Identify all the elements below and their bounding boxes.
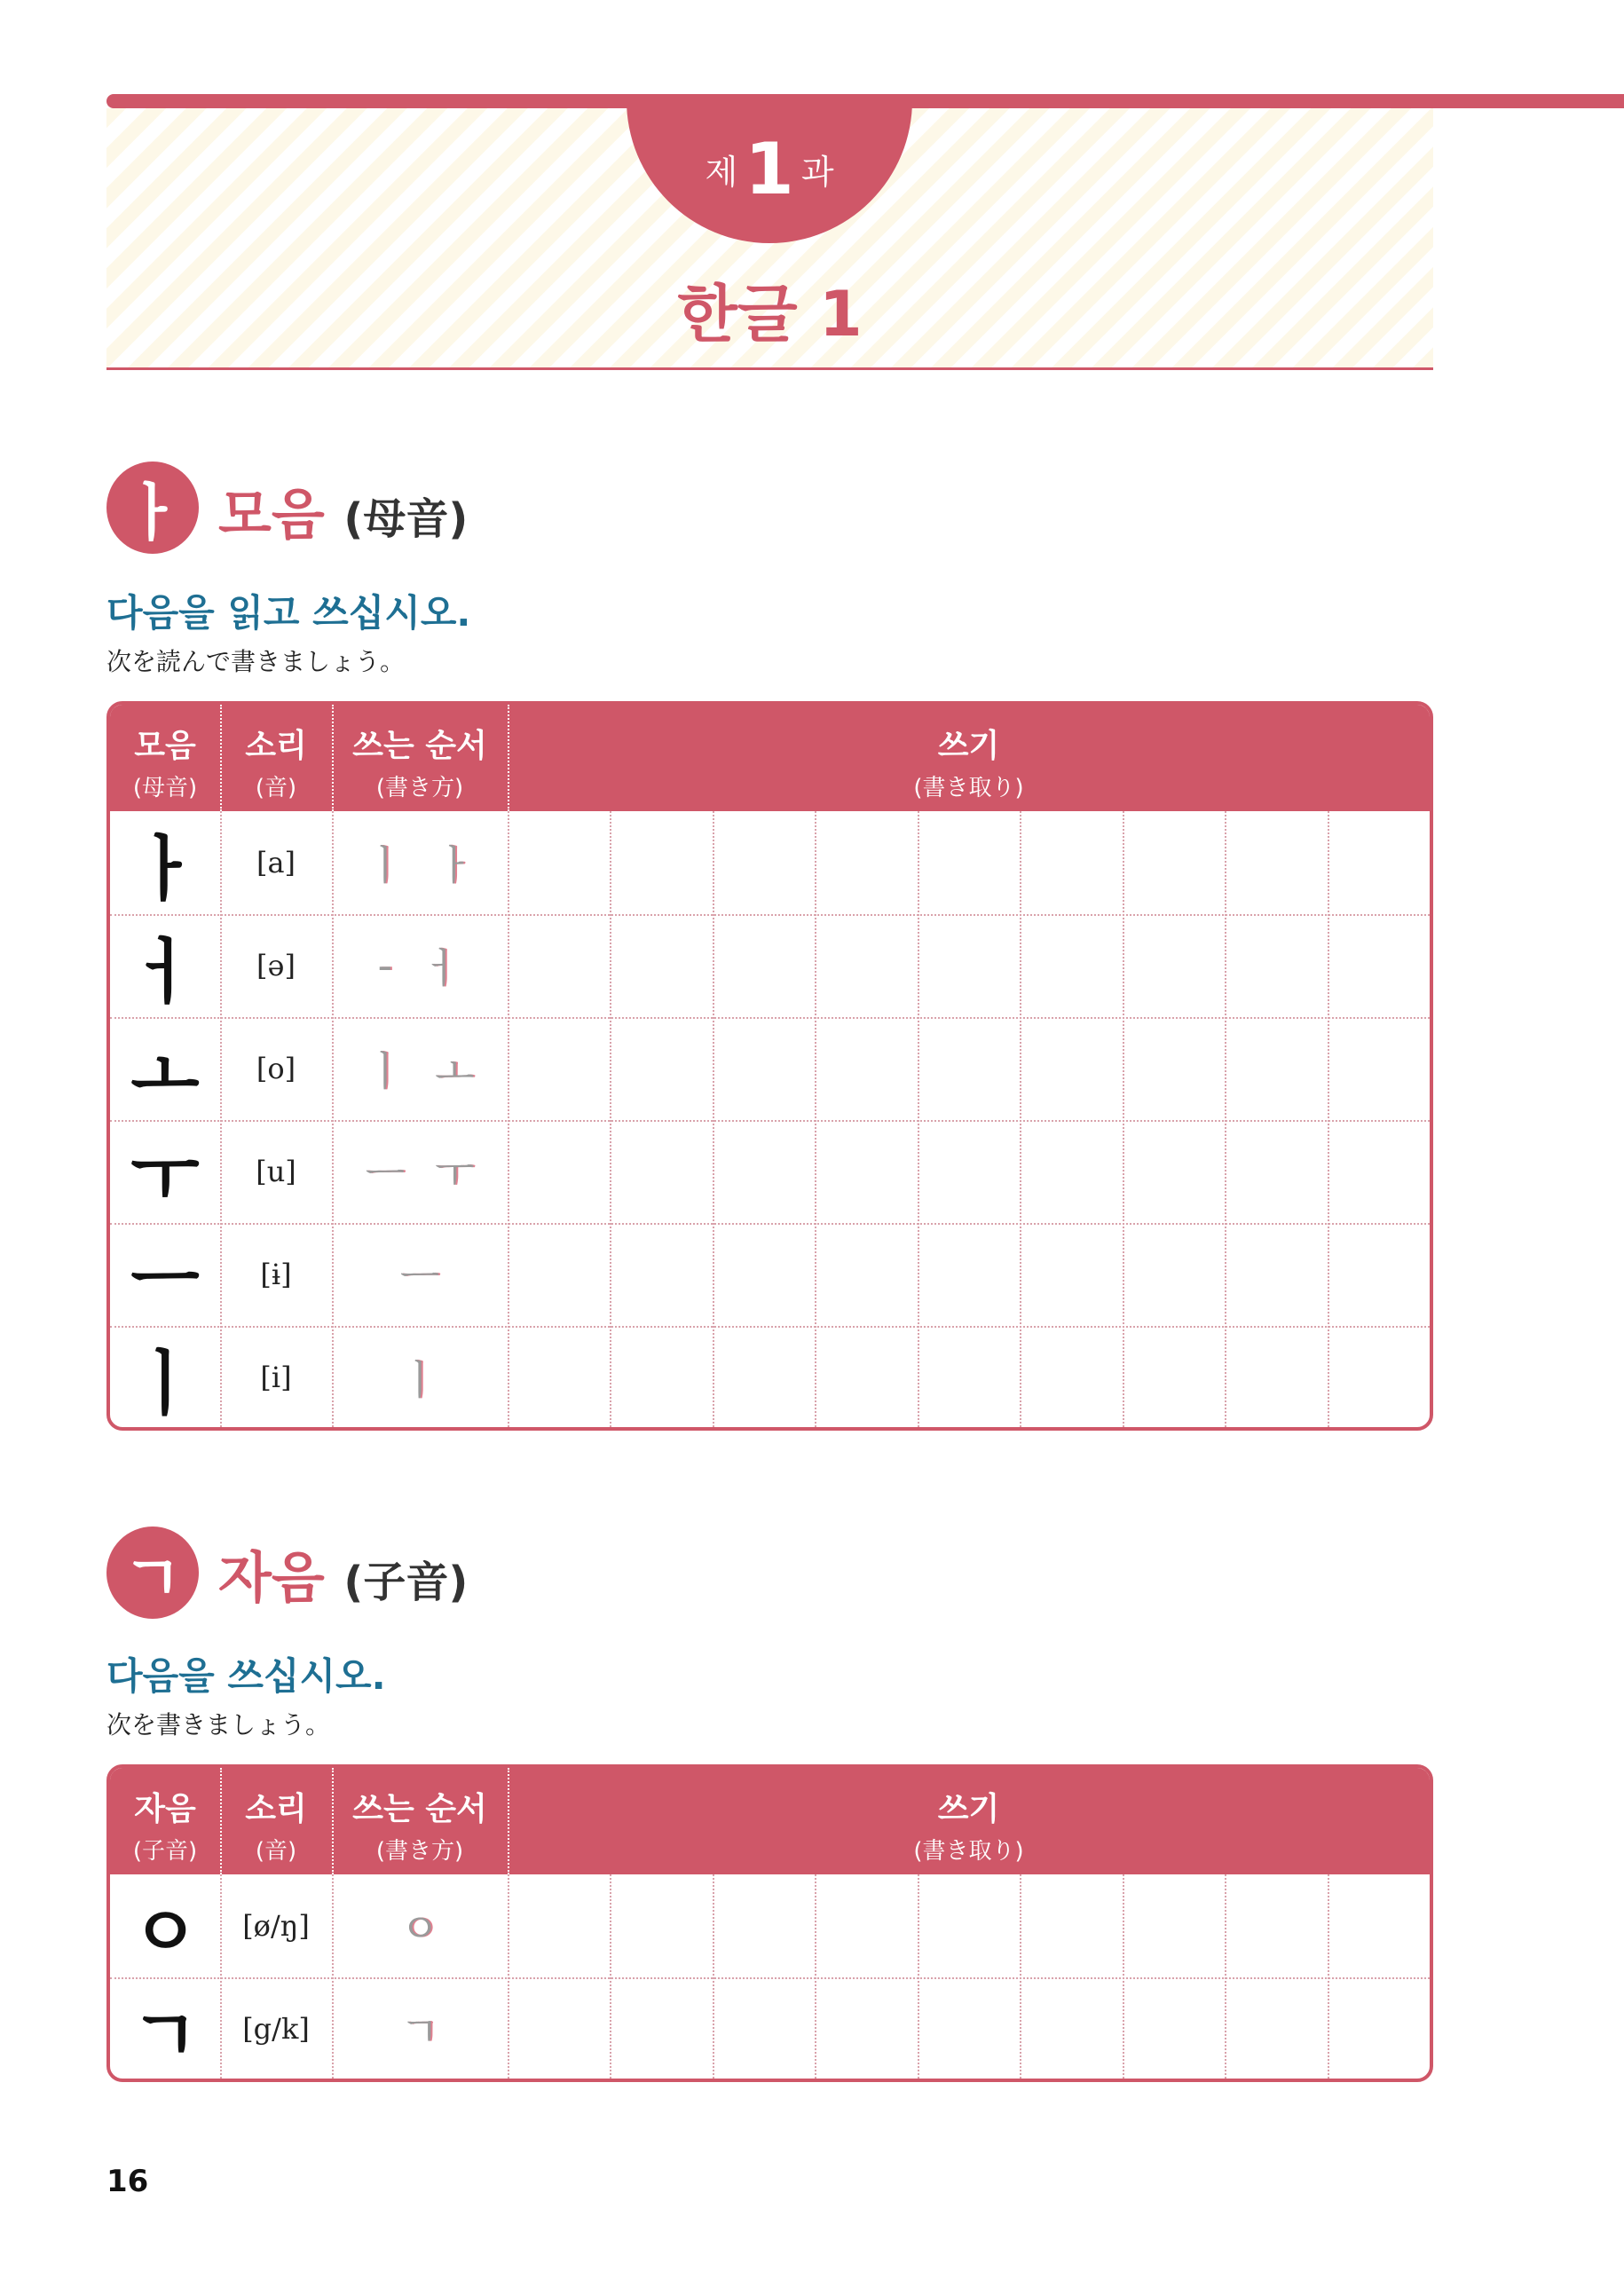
letter-glyph: ㅗ [130, 1033, 200, 1116]
column-header-label: 소리 [245, 1791, 307, 1827]
stroke-order [332, 1977, 508, 2080]
consonant-instruction-ja: 次を書きましょう。 [106, 1710, 331, 1740]
column-header-label: 소리 [245, 728, 307, 764]
vowel-instruction-ja: 次を読んで書きましょう。 [106, 647, 406, 676]
column-header-sublabel: (母音) [132, 775, 198, 801]
stroke-step: ㅜ [435, 1150, 475, 1198]
column-header [508, 705, 1430, 811]
table-row [110, 1874, 1430, 1977]
stroke-step: ㅏ [435, 841, 475, 889]
stroke-step: ㄱ [399, 2008, 440, 2055]
stroke-order [332, 1326, 508, 1429]
consonant-section-title [218, 1534, 468, 1613]
stroke-step: ㅇ [399, 1905, 440, 1952]
header-separator [220, 705, 222, 811]
column-header-label: 쓰기 [937, 1791, 1000, 1827]
column-header-sublabel: (書き取り) [913, 1838, 1024, 1865]
table-row [110, 1977, 1430, 2080]
consonant-title-sub: (子音) [343, 1558, 469, 1607]
letter-sound: [g/k] [242, 2012, 310, 2046]
stroke-order [332, 811, 508, 914]
letter-glyph: ㅜ [130, 1136, 200, 1219]
vowel-instruction: 다음을 읽고 쓰십시오. [106, 591, 471, 635]
vowel-title: 모음 [218, 482, 325, 547]
column-header [110, 1768, 220, 1874]
stroke-step: ㅓ [422, 944, 462, 992]
column-header [508, 1768, 1430, 1874]
column-header [110, 705, 220, 811]
column-header [220, 1768, 332, 1874]
stroke-step: ㅗ [435, 1047, 475, 1095]
column-header-label: 쓰는 순서 [352, 728, 487, 764]
letter-sound: [i] [260, 1361, 292, 1394]
letter-sound: [ɨ] [260, 1258, 292, 1291]
letter-glyph: ㅓ [130, 930, 200, 1014]
page-number: 16 [106, 2164, 149, 2199]
lesson-title: 한글 1 [677, 278, 863, 351]
letter-sound: [ø/ŋ] [242, 1909, 310, 1943]
header-separator [220, 1768, 222, 1874]
letter-glyph: ㅡ [130, 1239, 200, 1322]
letter-glyph: ㅇ [130, 1890, 200, 1974]
letter-glyph: ㅏ [130, 827, 200, 911]
stroke-order [332, 1017, 508, 1120]
stroke-step: ㅡ [399, 1253, 440, 1301]
letter-glyph: ㅣ [130, 1342, 200, 1425]
table-row [110, 1017, 1430, 1120]
consonant-icon: ㄱ [106, 1526, 199, 1619]
stroke-step: ㅣ [399, 1356, 440, 1404]
lesson-prefix: 제 [705, 152, 738, 192]
letter-sound: [u] [256, 1155, 296, 1188]
stroke-step: ㅣ [365, 841, 405, 889]
vowel-table [106, 701, 1433, 1431]
letter-sound: [ə] [256, 949, 296, 982]
lesson-number: 1 [745, 127, 794, 210]
header-separator [508, 705, 509, 811]
stroke-order [332, 1120, 508, 1223]
vowel-icon: ㅏ [106, 462, 199, 554]
table-row [110, 1223, 1430, 1326]
table-row [110, 914, 1430, 1017]
letter-glyph: ㄱ [130, 1993, 200, 2077]
column-header-sublabel: (音) [255, 775, 297, 801]
stroke-step: ㅣ [365, 1047, 405, 1095]
lesson-suffix: 과 [800, 152, 834, 192]
table-row [110, 1120, 1430, 1223]
stroke-step: - [377, 942, 393, 990]
column-header-sublabel: (書き方) [375, 775, 464, 801]
vowel-title-sub: (母音) [343, 494, 469, 544]
header-separator [332, 705, 334, 811]
column-header-label: 모음 [134, 728, 196, 764]
stroke-order [332, 1874, 508, 1977]
column-header-label: 쓰기 [937, 728, 1000, 764]
consonant-title: 자음 [218, 1545, 325, 1610]
column-header-sublabel: (書き取り) [913, 775, 1024, 801]
stroke-order [332, 914, 508, 1017]
stroke-order [332, 1223, 508, 1326]
column-header-sublabel: (書き方) [375, 1838, 464, 1865]
header-separator [332, 1768, 334, 1874]
vowel-section-title [218, 470, 468, 549]
letter-sound: [o] [256, 1052, 296, 1085]
column-header-label: 자음 [134, 1791, 196, 1827]
header-separator [508, 1768, 509, 1874]
column-header-label: 쓰는 순서 [352, 1791, 487, 1827]
column-header-sublabel: (子音) [132, 1838, 198, 1865]
column-header [332, 1768, 508, 1874]
stroke-step: ㅡ [365, 1150, 405, 1198]
consonant-instruction: 다음을 쓰십시오. [106, 1654, 386, 1698]
table-row [110, 1326, 1430, 1429]
column-header [332, 705, 508, 811]
column-header [220, 705, 332, 811]
consonant-table [106, 1764, 1433, 2082]
column-header-sublabel: (音) [255, 1838, 297, 1865]
letter-sound: [a] [256, 846, 296, 880]
table-row [110, 811, 1430, 914]
